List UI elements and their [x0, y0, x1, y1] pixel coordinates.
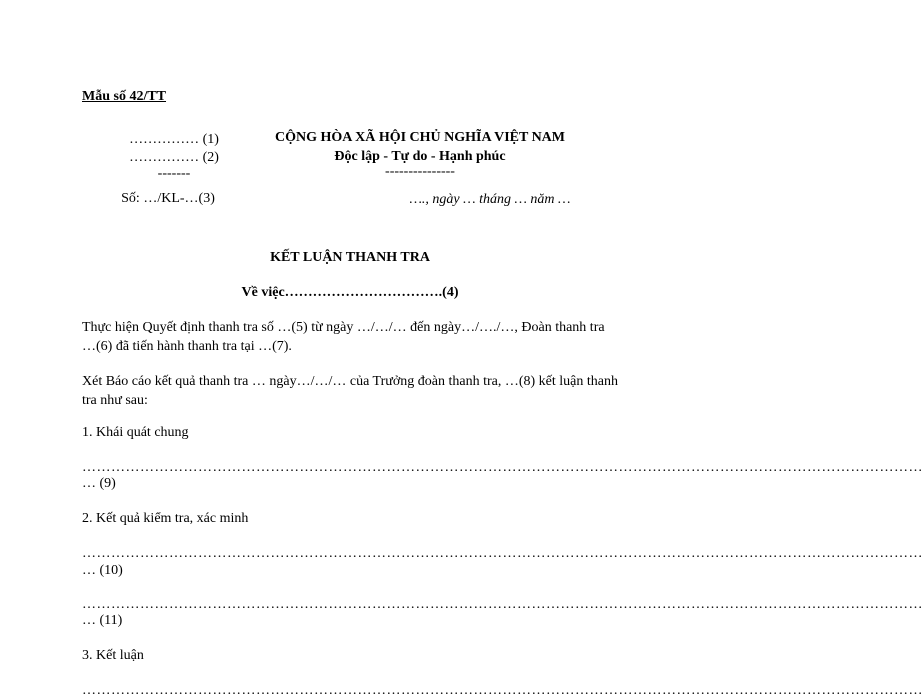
section-2-heading: 2. Kết quả kiểm tra, xác minh [82, 511, 249, 526]
section-1-heading: 1. Khái quát chung [82, 425, 189, 440]
motto-divider: --------------- [385, 164, 455, 179]
agency-line-1: …………… (1) [129, 132, 219, 147]
section-3-heading: 3. Kết luận [82, 648, 144, 663]
note-11: … (11) [82, 613, 123, 628]
paragraph-decision: Thực hiện Quyết định thanh tra số …(5) từ ngày …/…/… đến ngày…/…./…, Đoàn thanh tra …(6) đã tiến hành thanh tra tại …(7). [82, 320, 605, 354]
fill-line-9: ………………………………………………………………………………………………………………………………………………………… [82, 460, 923, 475]
document-title: KẾT LUẬN THANH TRA [270, 250, 430, 265]
agency-line-2: …………… (2) [129, 150, 219, 165]
agency-divider: ------- [157, 166, 191, 181]
country-name: CỘNG HÒA XÃ HỘI CHỦ NGHĨA VIỆT NAM [274, 130, 565, 145]
paragraph-report: Xét Báo cáo kết quả thanh tra … ngày…/…/… của Trưởng đoàn thanh tra, …(8) kết luận thanh tra như sau: [82, 374, 618, 408]
note-10: … (10) [82, 563, 123, 578]
national-motto: Độc lập - Tự do - Hạnh phúc [334, 149, 506, 164]
date-place: …., ngày … tháng … năm … [409, 192, 571, 207]
fill-line-11: ………………………………………………………………………………………………………………………………………………………… [82, 597, 923, 612]
document-number: Số: …/KL-…(3) [121, 191, 215, 206]
form-number: Mẫu số 42/TT [82, 89, 167, 104]
fill-line-10: ………………………………………………………………………………………………………………………………………………………… [82, 546, 923, 561]
fill-line-conclusion: ………………………………………………………………………………………………………………………………………………………… [82, 683, 923, 698]
note-9: … (9) [82, 476, 116, 491]
document-subject: Về việc…………………………….(4) [241, 285, 459, 300]
